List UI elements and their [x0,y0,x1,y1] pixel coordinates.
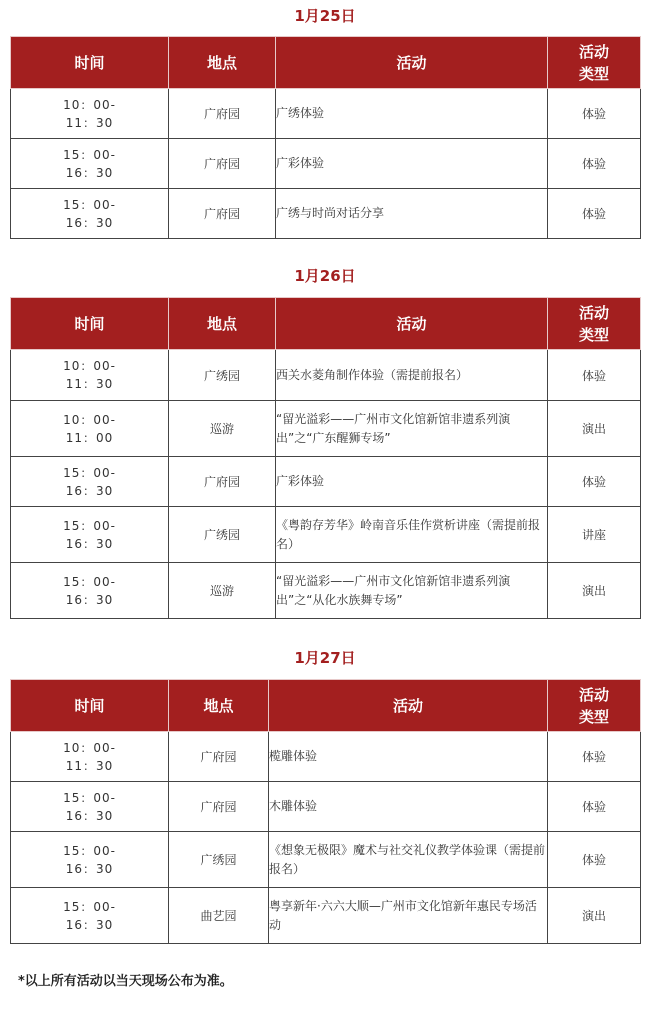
activity-cell: 广绣体验 [276,89,548,139]
table-row [11,457,641,507]
time-cell [11,732,169,782]
type-cell: 体验 [548,782,641,832]
time-cell [11,782,169,832]
time-start: 15：00- [63,843,116,858]
place-cell: 广绣园 [169,350,276,401]
place-cell: 巡游 [169,563,276,619]
type-cell: 演出 [548,563,641,619]
time-end: 16：30 [65,165,114,180]
time-end: 11：30 [65,758,114,773]
activity-cell: 西关水菱角制作体验（需提前报名） [276,350,548,401]
header-type [548,298,641,350]
table-header-row [11,680,641,732]
time-start: 15：00- [63,574,116,589]
date-heading: 1月25日 [294,7,356,25]
header-activity: 活动 [269,680,548,732]
schedule-table-day3 [10,679,641,944]
place-cell: 广府园 [169,732,269,782]
time-end: 16：30 [65,917,114,932]
table-row [11,732,641,782]
time-start: 10：00- [63,359,116,373]
activity-cell: 广绣与时尚对话分享 [276,189,548,239]
table-row [11,832,641,888]
table-row [11,507,641,563]
table-row [11,189,641,239]
table-row [11,401,641,457]
place-cell: 广府园 [169,139,276,189]
activity-cell: “留光溢彩——广州市文化馆新馆非遗系列演出”之“广东醒狮专场” [276,401,548,457]
time-start: 15：00- [63,147,116,162]
time-cell [11,563,169,619]
time-start: 10：00- [63,412,116,427]
activity-cell: 榄雕体验 [269,732,548,782]
time-end: 16：30 [65,215,114,230]
time-start: 15：00- [63,899,116,914]
time-end: 16：30 [65,483,114,498]
activity-cell: “留光溢彩——广州市文化馆新馆非遗系列演出”之“从化水族舞专场” [276,563,548,619]
time-end: 16：30 [65,861,114,876]
header-type-line2: 类型 [578,64,609,83]
type-cell: 体验 [548,89,641,139]
time-cell [11,350,169,401]
header-time: 时间 [11,298,169,350]
type-cell: 体验 [548,457,641,507]
time-start: 15：00- [63,790,116,805]
header-type [548,37,641,89]
table-header-row [11,298,641,350]
table-row [11,782,641,832]
type-cell: 体验 [548,832,641,888]
time-end: 16：30 [65,808,114,823]
time-cell [11,888,169,944]
activity-cell: 《想象无极限》魔术与社交礼仪教学体验课（需提前报名） [269,832,548,888]
time-end: 11：30 [65,377,114,391]
schedule-table-day1 [10,36,641,239]
time-end: 11：30 [65,115,114,130]
type-cell: 演出 [548,888,641,944]
time-cell [11,832,169,888]
table-row [11,888,641,944]
time-end: 11：00 [65,430,114,445]
header-type-line2: 类型 [578,325,609,344]
activity-cell: 木雕体验 [269,782,548,832]
header-activity: 活动 [276,298,548,350]
place-cell: 广府园 [169,189,276,239]
place-cell: 巡游 [169,401,276,457]
time-start: 10：00- [63,97,116,112]
header-type-line1: 活动 [578,42,609,61]
header-place: 地点 [169,37,276,89]
activity-cell: 《粤韵存芳华》岭南音乐佳作赏析讲座（需提前报名） [276,507,548,563]
schedule-table-day2 [10,297,641,619]
date-heading: 1月26日 [294,267,356,285]
header-place: 地点 [169,298,276,350]
time-cell [11,457,169,507]
place-cell: 广府园 [169,457,276,507]
type-cell: 体验 [548,139,641,189]
footnote: *以上所有活动以当天现场公布为准。 [18,974,233,989]
place-cell: 广绣园 [169,507,276,563]
table-header-row [11,37,641,89]
header-time: 时间 [11,37,169,89]
time-cell [11,139,169,189]
time-start: 15：00- [63,197,116,212]
header-type-line1: 活动 [578,685,609,704]
place-cell: 广府园 [169,782,269,832]
place-cell: 曲艺园 [169,888,269,944]
time-cell [11,401,169,457]
activity-cell: 广彩体验 [276,457,548,507]
place-cell: 广绣园 [169,832,269,888]
header-type [548,680,641,732]
time-end: 16：30 [65,592,114,607]
table-row [11,350,641,401]
time-start: 15：00- [63,465,116,480]
time-start: 10：00- [63,740,116,755]
time-cell [11,507,169,563]
type-cell: 体验 [548,350,641,401]
type-cell: 演出 [548,401,641,457]
table-row [11,563,641,619]
type-cell: 讲座 [548,507,641,563]
activity-cell: 粤享新年·六六大顺—广州市文化馆新年惠民专场活动 [269,888,548,944]
header-activity: 活动 [276,37,548,89]
header-time: 时间 [11,680,169,732]
header-type-line2: 类型 [578,707,609,726]
type-cell: 体验 [548,732,641,782]
date-heading: 1月27日 [294,649,356,667]
type-cell: 体验 [548,189,641,239]
table-row [11,139,641,189]
time-start: 15：00- [63,518,116,533]
time-cell [11,89,169,139]
time-end: 16：30 [65,536,114,551]
activity-cell: 广彩体验 [276,139,548,189]
table-row [11,89,641,139]
header-type-line1: 活动 [578,303,609,322]
place-cell: 广府园 [169,89,276,139]
time-cell [11,189,169,239]
header-place: 地点 [169,680,269,732]
